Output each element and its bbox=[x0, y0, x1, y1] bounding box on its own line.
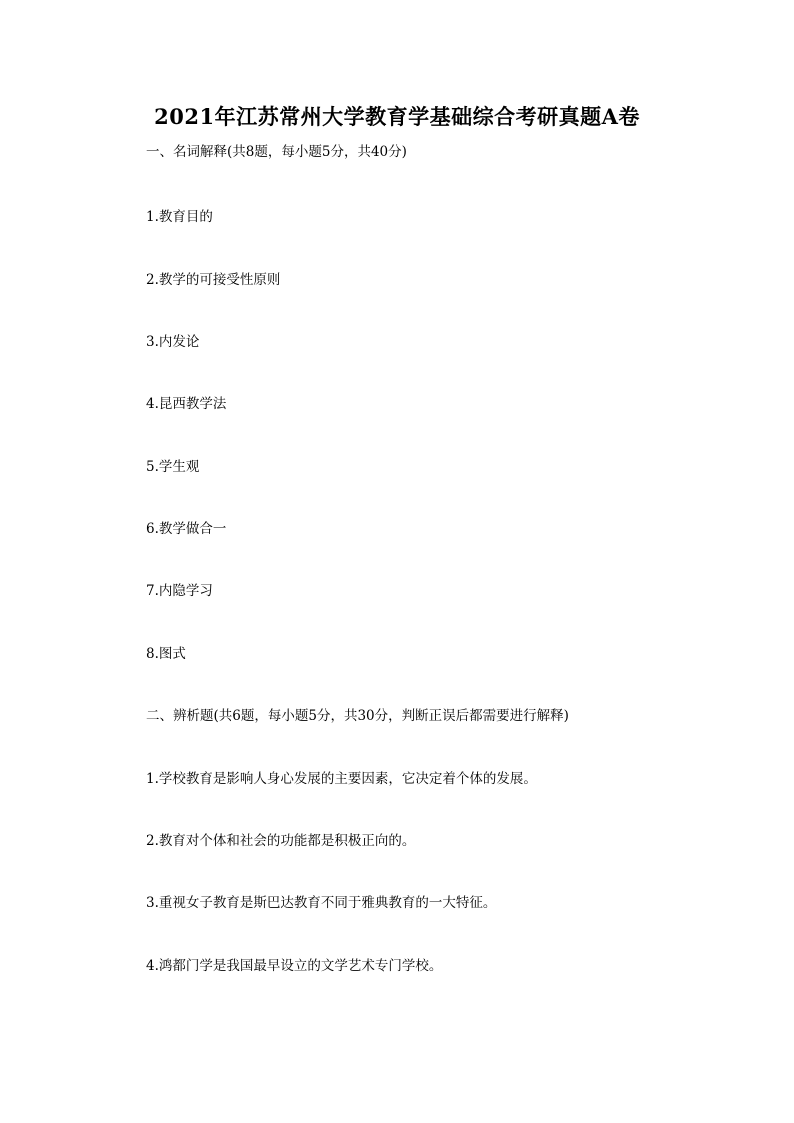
section-heading-analysis: 二、辨析题(共6题，每小题5分，共30分，判断正误后都需要进行解释) bbox=[146, 708, 569, 724]
section-heading-definitions: 一、名词解释(共8题，每小题5分，共40分) bbox=[146, 144, 407, 160]
question-item: 3.重视女子教育是斯巴达教育不同于雅典教育的一大特征。 bbox=[146, 895, 497, 911]
question-item: 4.昆西教学法 bbox=[146, 396, 227, 412]
question-item: 4.鸿都门学是我国最早设立的文学艺术专门学校。 bbox=[146, 958, 443, 974]
question-item: 7.内隐学习 bbox=[146, 583, 213, 599]
question-item: 8.图式 bbox=[146, 646, 186, 662]
question-item: 2.教学的可接受性原则 bbox=[146, 272, 281, 288]
question-item: 6.教学做合一 bbox=[146, 521, 227, 537]
document-title: 2021年江苏常州大学教育学基础综合考研真题A卷 bbox=[154, 104, 640, 129]
question-item: 1.教育目的 bbox=[146, 209, 213, 225]
question-item: 5.学生观 bbox=[146, 459, 200, 475]
question-item: 3.内发论 bbox=[146, 334, 200, 350]
question-item: 1.学校教育是影响人身心发展的主要因素，它决定着个体的发展。 bbox=[146, 771, 537, 787]
question-item: 2.教育对个体和社会的功能都是积极正向的。 bbox=[146, 833, 416, 849]
